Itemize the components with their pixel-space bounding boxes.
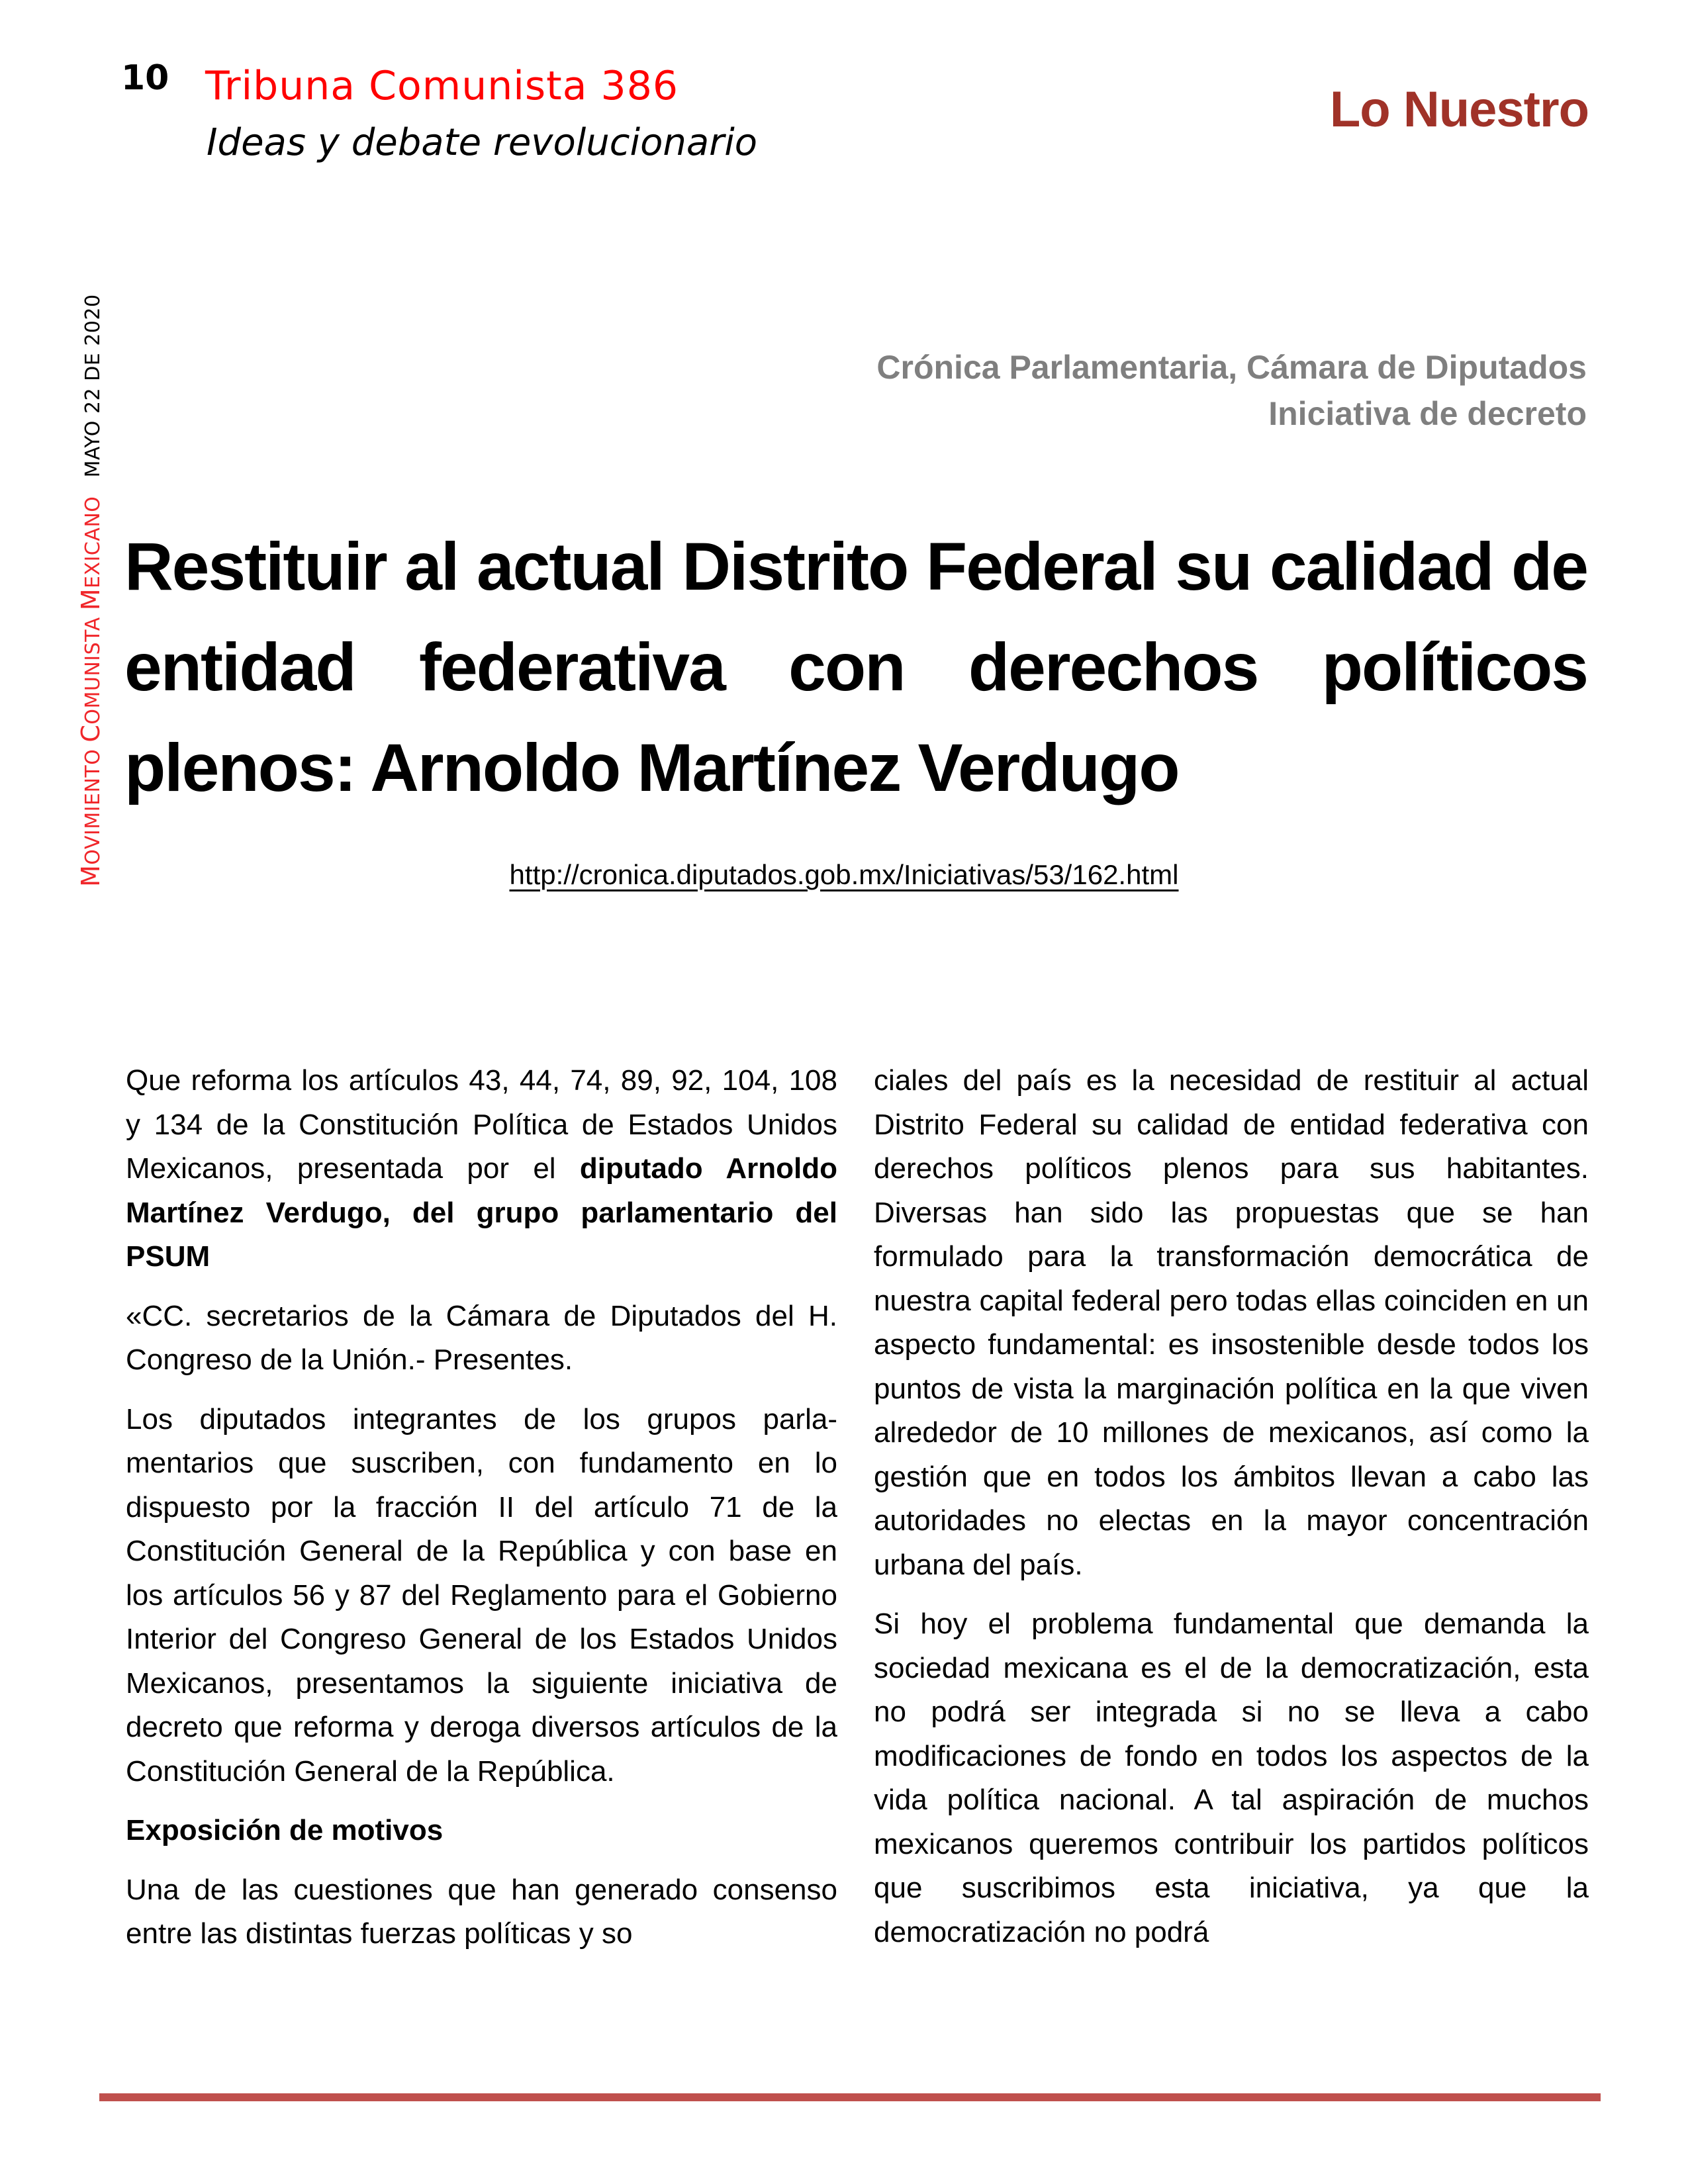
publication-title: Tribuna Comunista 386 [205, 63, 679, 109]
issue-date: MAYO 22 DE 2020 [81, 294, 105, 478]
publication-tagline: Ideas y debate revolucionario [207, 121, 758, 164]
body-paragraph: Si hoy el problema fundamental que demanda la sociedad mexicana es el de la democratización, esta no podrá ser integrada si no se lleva a cabo modificaciones de fondo en todos los aspectos de la vida política nacional. A tal aspiración de muchos mexicanos queremos contribuir los partidos políticos que suscribimos esta iniciativa, ya que la democratización no podrá [874, 1608, 1589, 1948]
section-subheading: Exposición de motivos [126, 1814, 444, 1846]
kicker [660, 344, 1587, 437]
column-left [126, 1059, 837, 1972]
body-paragraph-continued: Una de las cuestiones que han generado consenso entre las distintas fuerzas políticas y so [126, 1873, 837, 1950]
organization-name: MOVIMIENTO COMUNISTA MEXICANO [76, 496, 105, 887]
source-link[interactable]: http://cronica.diputados.gob.mx/Iniciativas/53/162.html [509, 859, 1179, 890]
kicker-type: Iniciativa de decreto [1268, 395, 1587, 432]
kicker-source: Crónica Parlamentaria, Cámara de Diputados [876, 349, 1587, 386]
intro-paragraph: Que reforma los artículos 43, 44, 74, 89, 92, 104, 108 y 134 de la Constitución Política de Estados Unidos Mexicanos, presentada por el diputado Arnoldo Martínez Verdugo, del grupo parlamentario del PSUM [126, 1064, 837, 1273]
source-link-container [0, 859, 1688, 891]
section-label: Lo Nuestro [1329, 81, 1589, 138]
body-paragraph-continuation: ciales del país es la necesidad de restituir al actual Distrito Federal su calidad de entidad federativa con derechos políticos plenos para sus habitantes. Diversas han sido las propuestas que se han formulado para la transformación democrática de nuestra capital federal pero todas ellas coinciden en un aspecto fundamental: es insostenible desde todos los puntos de vista la marginación política en la que viven alrededor de 10 millones de mexicanos, así como la gestión que en todos los ámbitos llevan a cabo las autoridades no electas en la mayor concentración urbana del país. [874, 1064, 1589, 1581]
footer-divider [99, 2093, 1601, 2101]
column-right [874, 1059, 1589, 1970]
side-strip [78, 294, 103, 887]
salutation-paragraph: «CC. secretarios de la Cámara de Diputados del H. Congreso de la Unión.- Presentes. [126, 1299, 837, 1376]
article-headline: Restituir al actual Distrito Federal su calidad de entidad federativa con derechos políticos plenos: Arnoldo Martínez Verdugo [124, 529, 1587, 805]
intro-author: diputado Arnoldo Martínez Verdugo, del grupo parlamentario del PSUM [126, 1152, 837, 1273]
body-paragraph: Los diputados integrantes de los grupos parlamentarios que suscriben, con fundamento en lo dispuesto por la fracción II del artículo 71 de la Constitución General de la República y con base en los artículos 56 y 87 del Reglamento para el Gobierno Interior del Congreso General de los Estados Unidos Mexicanos, presentamos la siguiente iniciativa de decreto que reforma y deroga diversos artículos de la Constitución General de la República. [126, 1402, 837, 1788]
page-number: 10 [121, 58, 169, 98]
